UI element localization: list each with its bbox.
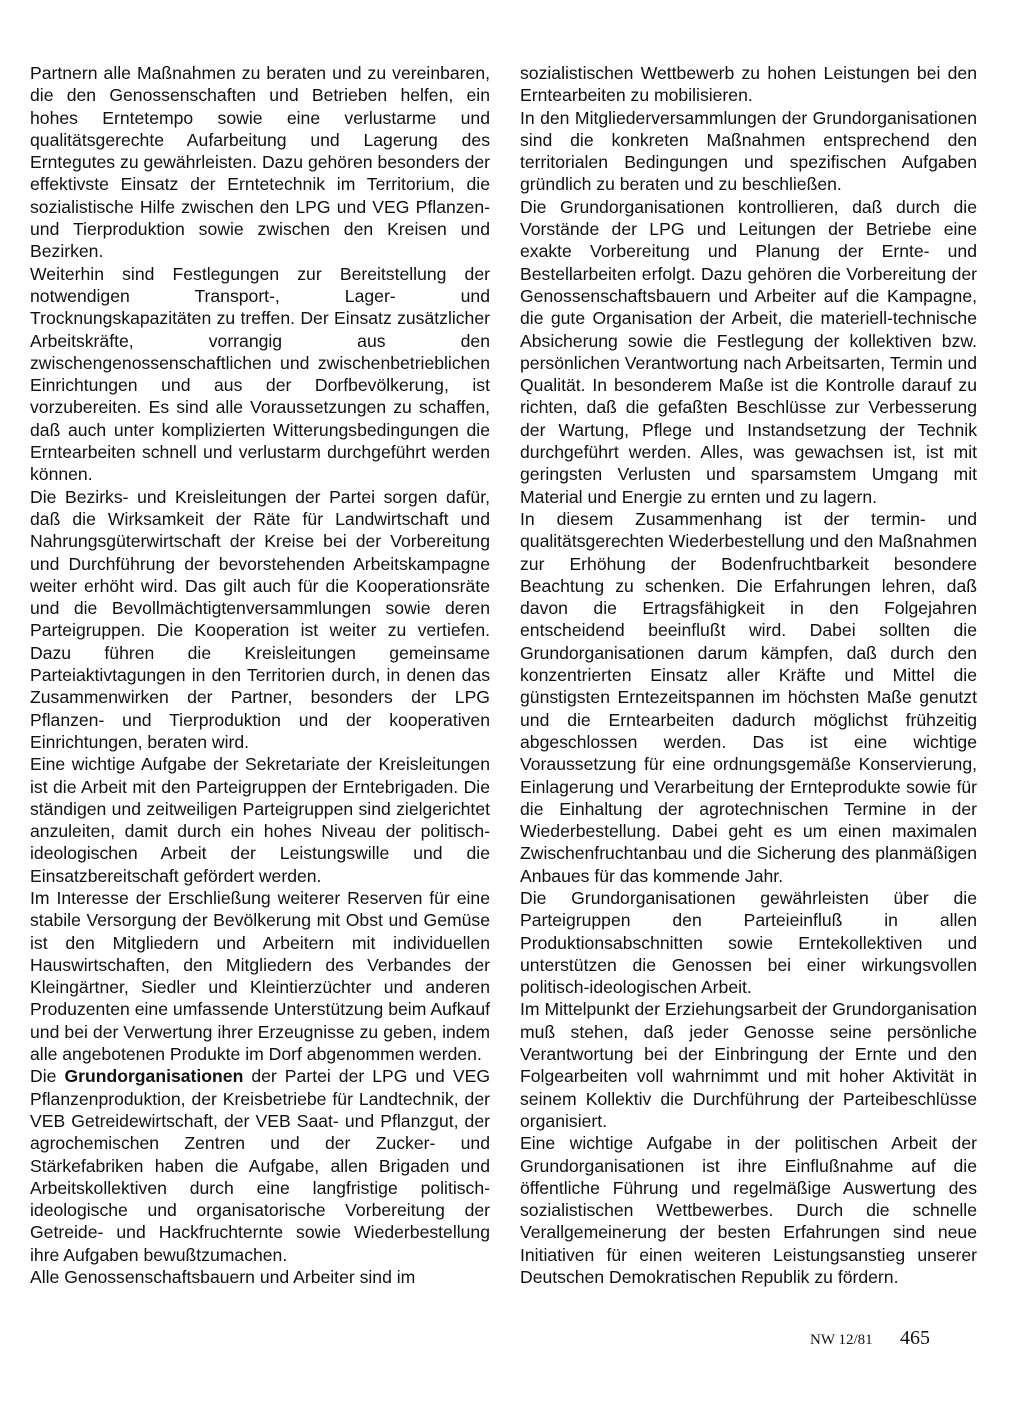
left-column [30,62,490,1288]
journal-issue: NW 12/81 [810,1332,873,1348]
paragraph: Die Bezirks- und Kreisleitungen der Partei sorgen dafür, daß die Wirksamkeit der Räte für Landwirtschaft und Nahrungsgüterwirtschaft der Kreise bei der Vorbereitung und Durchführung der bevorstehenden Arbeitskampagne weiter erhöht wird. Das gilt auch für die Kooperationsräte und die Bevollmächtigtenversammlungen sowie deren Parteigruppen. Die Kooperation ist weiter zu vertiefen. Dazu führen die Kreisleitungen gemeinsame Parteiaktivtagungen in den Territorien durch, in denen das Zusammenwirken der Partner, besonders der LPG Pflanzen- und Tierproduktion und der kooperativen Einrichtungen, beraten wird. [30,486,490,752]
paragraph: Partnern alle Maßnahmen zu beraten und zu vereinbaren, die den Genossenschaften und Betrieben helfen, ein hohes Erntetempo sowie eine verlustarme und qualitätsgerechte Aufarbeitung und Lagerung des Erntegutes zu gewährleisten. Dazu gehören besonders der effektivste Einsatz der Erntetechnik im Territorium, die sozialistische Hilfe zwischen den LPG und VEG Pflanzen- und Tierproduktion sowie zwischen den Kreisen und Bezirken. [30,63,490,262]
paragraph-lead: Die [30,1066,57,1087]
bold-term: Grundorganisationen [64,1066,244,1087]
paragraph: Im Mittelpunkt der Erziehungsarbeit der Grundorganisation muß stehen, daß jeder Genosse seine persönliche Verantwortung bei der Einbringung der Ernte und den Folgearbeiten voll wahrnimmt und mit hoher Aktivität in seinem Kollektiv die Durchführung der Parteibeschlüsse organisiert. [520,999,977,1131]
paragraph: Eine wichtige Aufgabe in der politischen Arbeit der Grundorganisationen ist ihre Einflußnahme auf die öffentliche Führung und regelmäßige Auswertung des sozialistischen Wettbewerbes. Durch die schnelle Verallgemeinerung der besten Erfahrungen sind neue Initiativen für einen weiteren Leistungsanstieg unserer Deutschen Demokratischen Republik zu fördern. [520,1133,977,1288]
paragraph: sozialistischen Wettbewerb zu hohen Leistungen bei den Erntearbeiten zu mobilisieren. [520,63,977,106]
paragraph: Die Grundorganisationen kontrollieren, daß durch die Vorstände der LPG und Leitungen der Betriebe eine exakte Vorbereitung und Planung der Ernte- und Bestellarbeiten erfolgt. Dazu gehören die Vorbereitung der Genossenschaftsbauern und Arbeiter auf die Kampagne, die gute Organisation der Arbeit, die materiell-technische Absicherung sowie die Festlegung der kollektiven bzw. persönlichen Verantwortung nach Arbeitsarten, Termin und Qualität. In besonderem Maße ist die Kontrolle darauf zu richten, daß die gefaßten Beschlüsse zur Verbesserung der Wartung, Pflege und Instandsetzung der Technik durchgeführt werden. Alles, was gewachsen ist, ist mit geringsten Verlusten und sparsamstem Umgang mit Material und Energie zu ernten und zu lagern. [520,196,977,507]
page-number: 465 [900,1327,930,1349]
paragraph-grundorganisationen [30,1065,490,1266]
paragraph: Alle Genossenschaftsbauern und Arbeiter sind im [30,1267,416,1288]
paragraph: In den Mitgliederversammlungen der Grundorganisationen sind die konkreten Maßnahmen entsprechend den territorialen Bedingungen und spezifischen Aufgaben gründlich zu beraten und zu beschließen. [520,107,977,195]
paragraph-text: der Partei der LPG und VEG Pflanzenproduktion, der Kreisbetriebe für Landtechnik, der VEB Getreidewirtschaft, der VEB Saat- und Pflanzgut, der agrochemischen Zentren und der Zucker- und Stärkefabriken haben die Aufgabe, allen Brigaden und Arbeitskollektiven durch eine langfristige politisch-ideologische und organisatorische Vorbereitung der Getreide- und Hackfruchternte sowie Wiederbestellung ihre Aufgaben bewußtzumachen. [30,1066,491,1265]
paragraph: Im Interesse der Erschließung weiterer Reserven für eine stabile Versorgung der Bevölkerung mit Obst und Gemüse ist den Mitgliedern und Arbeitern mit individuellen Hauswirtschaften, den Mitgliedern des Verbandes der Kleingärtner, Siedler und Kleintierzüchter und anderen Produzenten eine umfassende Unterstützung beim Aufkauf und bei der Verwertung ihrer Erzeugnisse zu geben, indem alle angebotenen Produkte im Dorf abgenommen werden. [30,887,490,1065]
right-column [520,62,977,1288]
paragraph: Die Grundorganisationen gewährleisten über die Parteigruppen den Parteieinfluß in allen Produktionsabschnitten sowie Erntekollektiven und unterstützen die Genossen bei einer wirkungsvollen politisch-ideologischen Arbeit. [520,887,977,998]
paragraph: In diesem Zusammenhang ist der termin- und qualitätsgerechten Wiederbestellung und den Maßnahmen zur Erhöhung der Bodenfruchtbarkeit besondere Beachtung zu schenken. Die Erfahrungen lehren, daß davon die Ertragsfähigkeit in den Folgejahren entscheidend beeinflußt wird. Dabei sollten die Grundorganisationen darum kämpfen, daß durch den konzentrierten Einsatz aller Kräfte und Mittel die günstigsten Erntezeitspannen im höchsten Maße genutzt und die Erntearbeiten dadurch möglichst frühzeitig abgeschlossen werden. Das ist eine wichtige Voraussetzung für eine ordnungsgemäße Konservierung, Einlagerung und Verarbeitung der Ernteprodukte sowie für die Einhaltung der agrotechnischen Termine in der Wiederbestellung. Dabei geht es um einen maximalen Zwischenfruchtanbau und die Sicherung des planmäßigen Anbaues für das kommende Jahr. [520,508,977,886]
paragraph: Weiterhin sind Festlegungen zur Bereitstellung der notwendigen Transport-, Lager- und Trocknungskapazitäten zu treffen. Der Einsatz zusätzlicher Arbeitskräfte, vorrangig aus den zwischengenossenschaftlichen und zwischenbetrieblichen Einrichtungen und aus der Dorfbevölkerung, ist vorzubereiten. Es sind alle Voraussetzungen zu schaffen, daß auch unter komplizierten Witterungsbedingungen die Erntearbeiten schnell und verlustarm durchgeführt werden können. [30,263,490,485]
paragraph: Eine wichtige Aufgabe der Sekretariate der Kreisleitungen ist die Arbeit mit den Parteigruppen der Erntebrigaden. Die ständigen und zeitweiligen Parteigruppen sind zielgerichtet anzuleiten, damit durch ein hohes Niveau der politisch-ideologischen Arbeit der Leistungswille und die Einsatzbereitschaft gefördert werden. [30,754,490,886]
